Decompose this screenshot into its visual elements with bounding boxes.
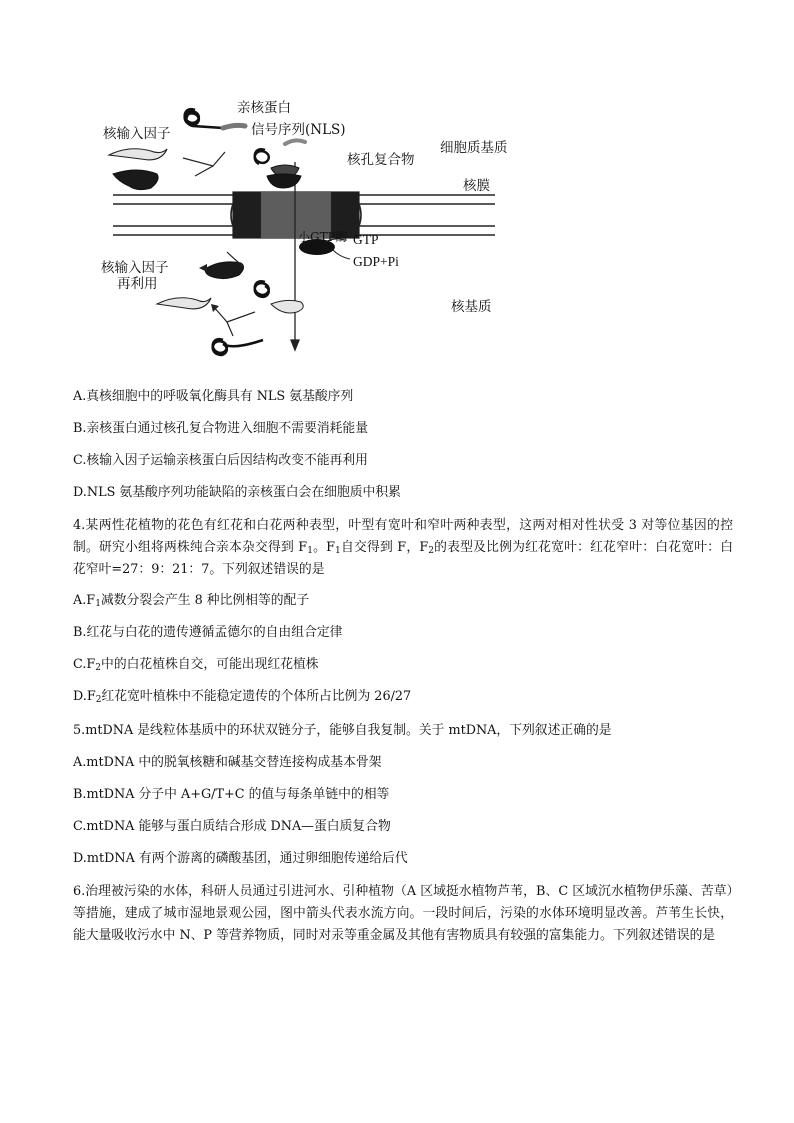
q4-option-b: B.红花与白花的遗传遵循孟德尔的自由组合定律 xyxy=(73,625,343,640)
label-recycle-line2: 再利用 xyxy=(117,276,158,292)
q5-stem: 5.mtDNA 是线粒体基质中的环状双链分子，能够自我复制。关于 mtDNA，下列叙述正确的是 xyxy=(73,723,612,738)
q5-option-d: D.mtDNA 有两个游离的磷酸基团，通过卵细胞传递给后代 xyxy=(73,851,408,866)
q3-option-d: D.NLS 氨基酸序列功能缺陷的亲核蛋白会在细胞质中积累 xyxy=(73,485,401,500)
q6-stem: 6.治理被污染的水体，科研人员通过引进河水、引种植物（A 区域挺水植物芦苇，B、C 区域沉水植物伊乐藻、苦草）等措施，建成了城市湿地景观公园，图中箭头代表水流方向。一段时间后，污染的水体环境明显改善。芦苇生长快，能大量吸收污水中 N、P 等营养物质，同时对汞等重金属及其他有害物质具有较强的富集能力。下列叙述错误的是 xyxy=(73,884,733,943)
label-nuclear-membrane: 核膜 xyxy=(463,178,490,194)
label-import-factor: 核输入因子 xyxy=(103,126,171,142)
karyophilic-protein-coil xyxy=(185,109,223,128)
q3-option-c: C.核输入因子运输亲核蛋白后因结构改变不能再利用 xyxy=(73,453,368,468)
question-5 xyxy=(73,720,733,870)
label-recycle-line1: 核输入因子 xyxy=(101,260,169,276)
q4-option-a: $A.F_1$减数分裂会产生 8 种比例相等的配子 xyxy=(73,593,310,609)
q5-option-b: B.mtDNA 分子中 A+G/T+C 的值与每条单链中的相等 xyxy=(73,787,390,802)
q4-option-c: $C.F_2$中的白花植株自交，可能出现红花植株 xyxy=(73,657,319,673)
label-nls: 信号序列(NLS) xyxy=(251,122,346,138)
nuclear-import-diagram xyxy=(95,92,555,374)
question-3-options xyxy=(73,386,733,504)
label-small-gtpase: 小GTP酶 xyxy=(298,230,348,244)
q5-option-c: C.mtDNA 能够与蛋白质结合形成 DNA—蛋白质复合物 xyxy=(73,819,391,834)
label-nucleoplasm: 核基质 xyxy=(451,299,492,315)
question-4 xyxy=(73,515,733,581)
q4-stem: 4.某两性花植物的花色有红花和白花两种表型，叶型有宽叶和窄叶两种表型，这两对相对性状受 3 对等位基因的控制。研究小组将两株纯合亲本杂交得到 $F_1$。$F_1$自交得到 F，$F_2$的表型及比例为红花宽叶：红花窄叶：白花宽叶：白花窄叶=27：9：21：7。下列叙述错误的是 xyxy=(73,518,734,577)
import-arrow xyxy=(291,162,299,350)
label-gtp: GTP xyxy=(353,232,379,247)
importin-alpha-free xyxy=(109,149,167,160)
label-pore-complex: 核孔复合物 xyxy=(347,152,415,168)
question-4-options xyxy=(73,590,733,708)
question-6 xyxy=(73,881,733,947)
q3-option-b: B.亲核蛋白通过核孔复合物进入细胞不需要消耗能量 xyxy=(73,421,369,436)
importin-beta-free xyxy=(113,170,158,190)
q3-option-a: A.真核细胞中的呼吸氧化酶具有 NLS 氨基酸序列 xyxy=(73,389,354,404)
label-karyophilic-protein: 亲核蛋白 xyxy=(237,100,291,116)
q4-option-d: $D.F_2$红花宽叶植株中不能稳定遗传的个体所占比例为 26/27 xyxy=(73,689,412,705)
q5-option-a: A.mtDNA 中的脱氧核糖和碱基交替连接构成基本骨架 xyxy=(73,755,382,770)
label-gdp-pi: GDP+Pi xyxy=(353,254,399,269)
label-cytoplasm-matrix: 细胞质基质 xyxy=(440,140,508,156)
